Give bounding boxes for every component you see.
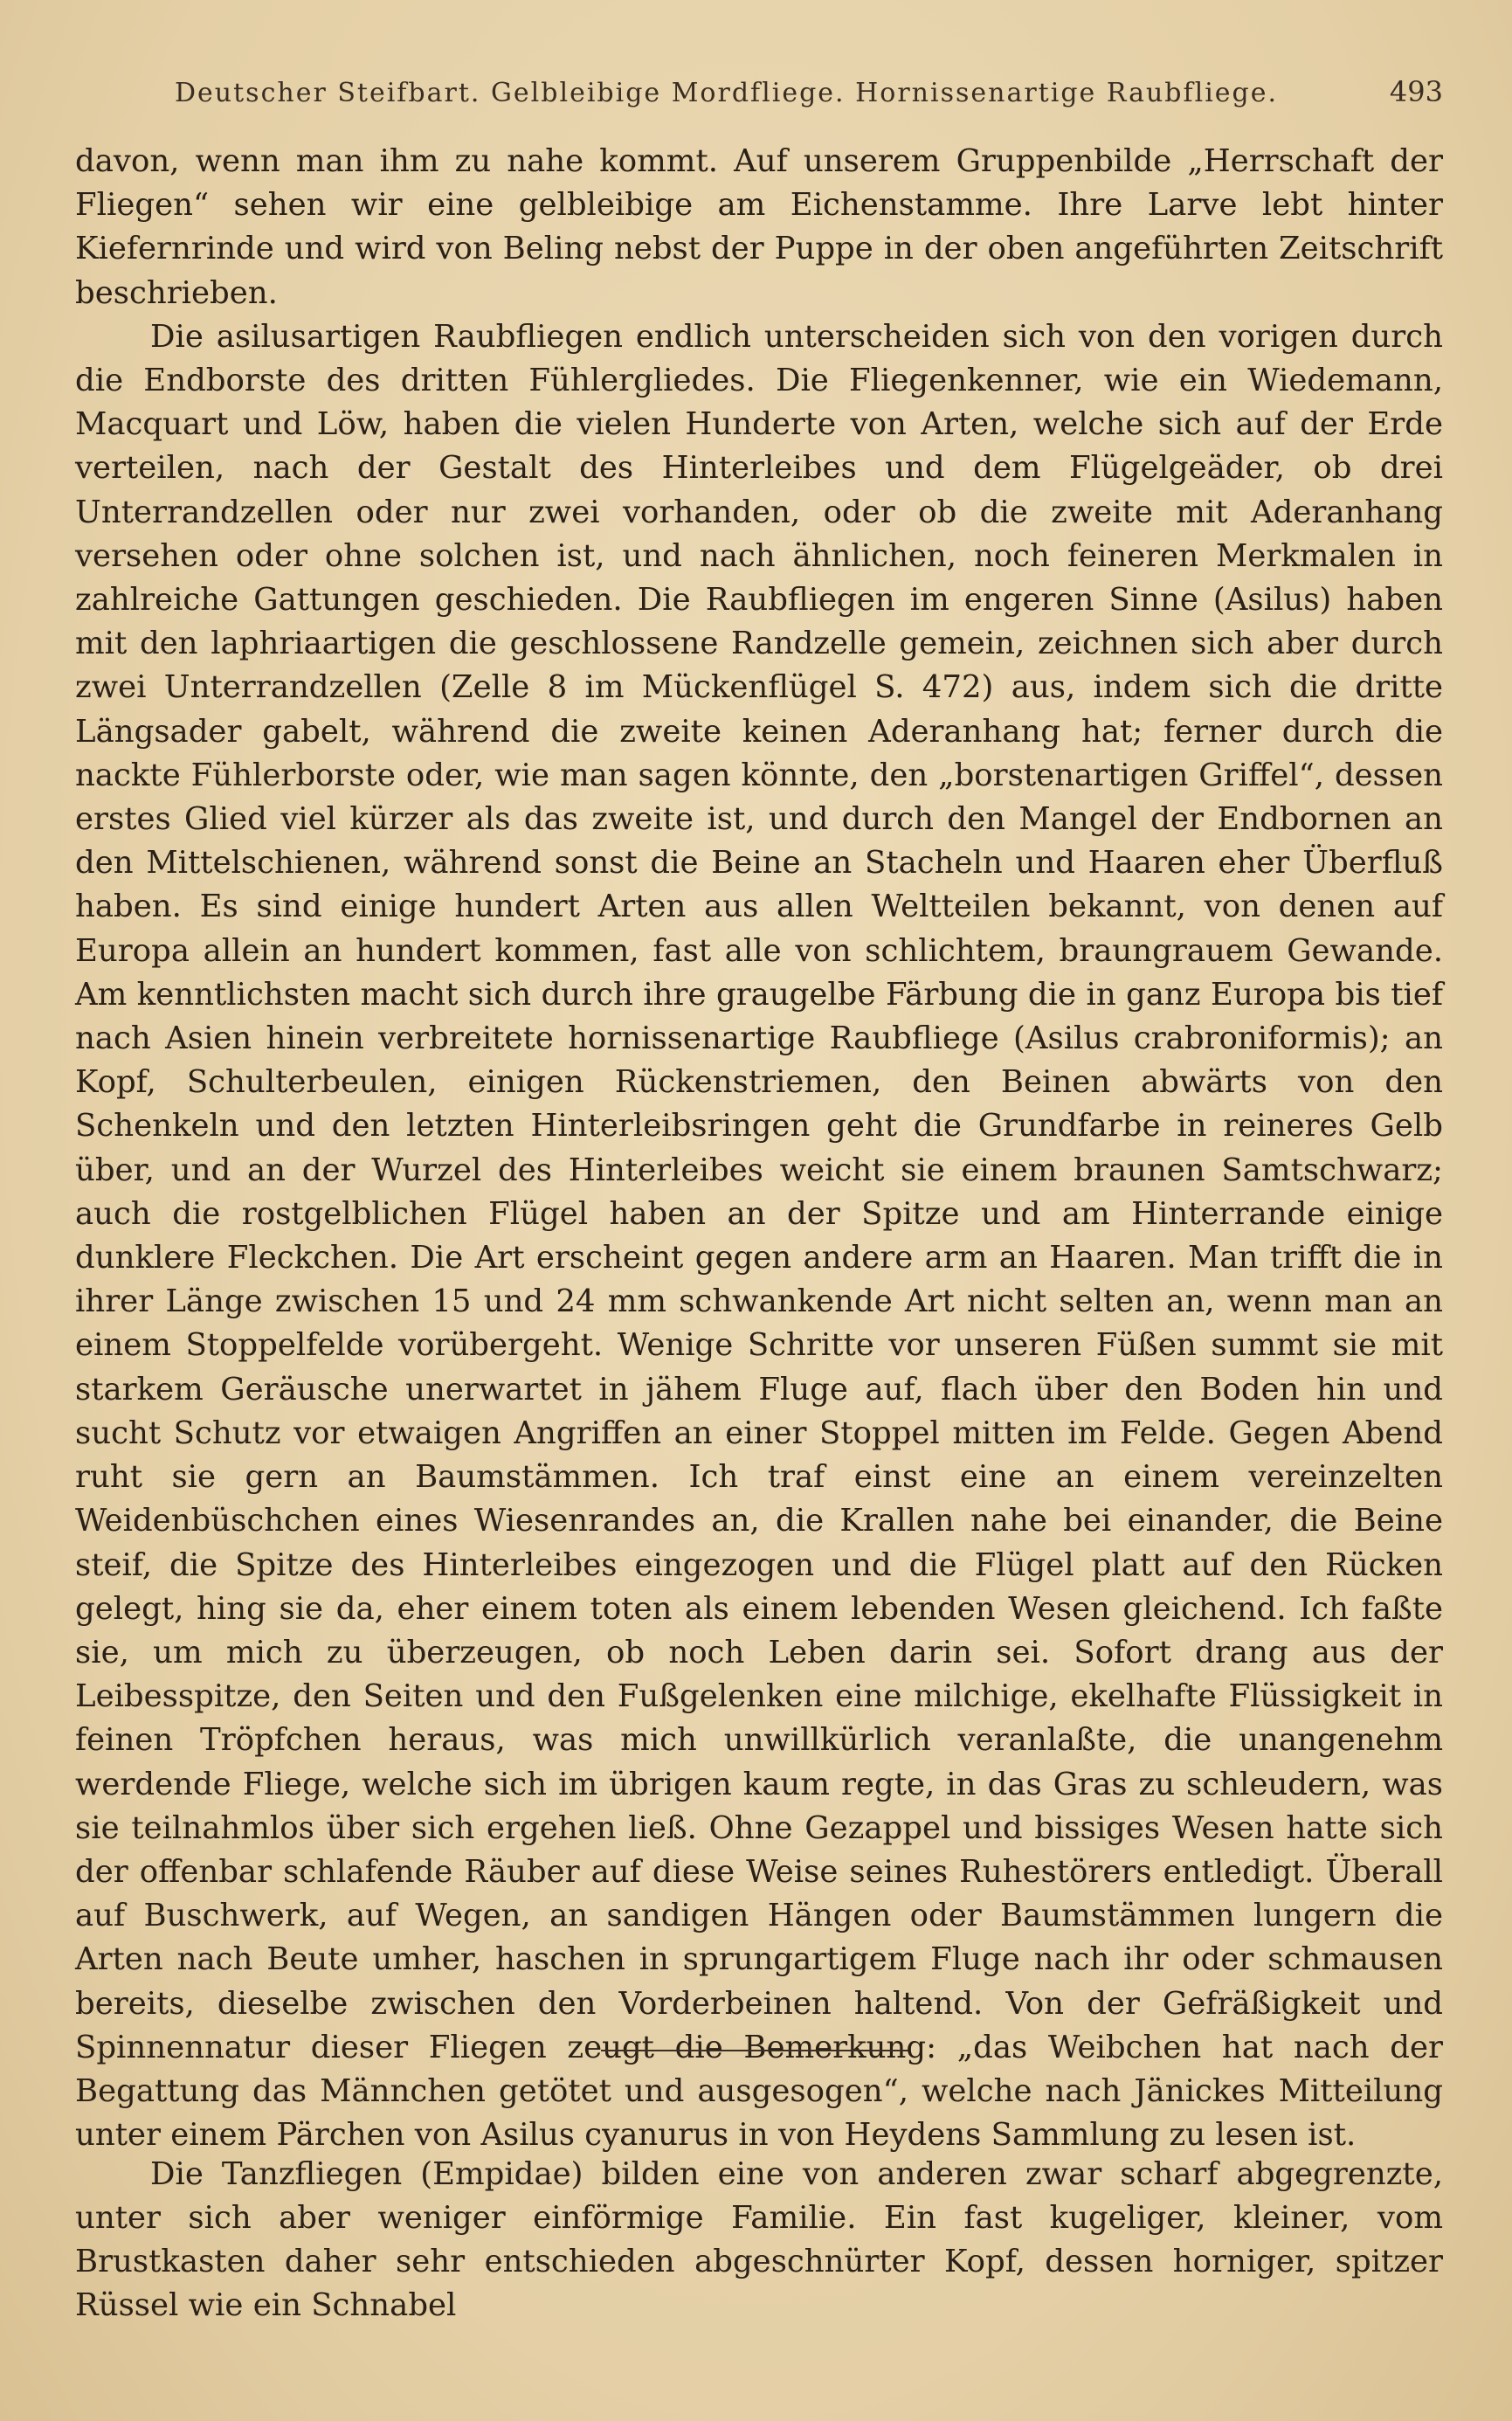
- main-text: [75, 140, 1443, 2157]
- running-title: Deutscher Steifbart. Gelbleibige Mordfliege. Hornissenartige Raubfliege.: [175, 78, 1279, 108]
- page-number: 493: [1389, 75, 1443, 108]
- section-divider: [601, 2050, 908, 2051]
- paragraph-continuation: davon, wenn man ihm zu nahe kommt. Auf unserem Gruppenbilde „Herrschaft der Fliegen“ sehen wir eine gelbleibige am Eichenstamme. Ihre Larve lebt hinter Kiefernrinde und wird von Beling nebst der Puppe in der oben angeführten Zeitschrift beschrieben.: [75, 143, 1443, 311]
- running-head: [175, 75, 1443, 108]
- section-text: [75, 2121, 1443, 2359]
- paragraph-asilus: Die asilusartigen Raubfliegen endlich unterscheiden sich von den vorigen durch die Endborste des dritten Fühlergliedes. Die Fliegenkenner, wie ein Wiedemann, Macquart und Löw, haben die vielen Hunderte von Arten, welche sich auf der Erde verteilen, nach der Gestalt des Hinterleibes und dem Flügelgeäder, ob drei Unterrandzellen oder nur zwei vorhanden, oder ob die zweite mit Aderanhang versehen oder ohne solchen ist, und nach ähnlichen, noch feineren Merkmalen in zahlreiche Gattungen geschieden. Die Raubfliegen im engeren Sinne (Asilus) haben mit den laphriaartigen die geschlossene Randzelle gemein, zeichnen sich aber durch zwei Unterrandzellen (Zelle 8 im Mückenflügel S. 472) aus, indem sich die dritte Längsader gabelt, während die zweite keinen Aderanhang hat; ferner durch die nackte Fühlerborste oder, wie man sagen könnte, den „borstenartigen Griffel“, dessen erstes Glied viel kürzer als das zweite ist, und durch den Mangel der Endbornen an den Mittelschienen, während sonst die Beine an Stacheln und Haaren eher Überfluß haben. Es sind einige hundert Arten aus allen Weltteilen bekannt, von denen auf Europa allein an hundert kommen, fast alle von schlichtem, braungrauem Gewande. Am kenntlichsten macht sich durch ihre graugelbe Färbung die in ganz Europa bis tief nach Asien hinein verbreitete hornissenartige Raubfliege (Asilus crabroniformis); an Kopf, Schulterbeulen, einigen Rückenstriemen, den Beinen abwärts von den Schenkeln und den letzten Hinterleibsringen geht die Grundfarbe in reineres Gelb über, und an der Wurzel des Hinterleibes weicht sie einem braunen Samtschwarz; auch die rostgelblichen Flügel haben an der Spitze und am Hinterrande einige dunklere Fleckchen. Die Art erscheint gegen andere arm an Haaren. Man trifft die in ihrer Länge zwischen 15 und 24 mm schwankende Art nicht selten an, wenn man an einem Stoppelfelde vorübergeht. Wenige Schritte vor unseren Füßen summt sie mit starkem Geräusche unerwartet in jähem Fluge auf, flach über den Boden hin und sucht Schutz vor etwaigen Angriffen an einer Stoppel mitten im Felde. Gegen Abend ruht sie gern an Baumstämmen. Ich traf einst eine an einem vereinzelten Weidenbüschchen eines Wiesenrandes an, die Krallen nahe bei einander, die Beine steif, die Spitze des Hinterleibes eingezogen und die Flügel platt auf den Rücken gelegt, hing sie da, eher einem toten als einem lebenden Wesen gleichend. Ich faßte sie, um mich zu überzeugen, ob noch Leben darin sei. Sofort drang aus der Leibesspitze, den Seiten und den Fußgelenken eine milchige, ekelhafte Flüssigkeit in feinen Tröpfchen heraus, was mich unwillkürlich veranlaßte, die unangenehm werdende Fliege, welche sich im übrigen kaum regte, in das Gras zu schleudern, was sie teilnahmlos über sich ergehen ließ. Ohne Gezappel und bissiges Wesen hatte sich der offenbar schlafende Räuber auf diese Weise seines Ruhestörers entledigt. Überall auf Buschwerk, auf Wegen, an sandigen Hängen oder Baumstämmen lungern die Arten nach Beute umher, haschen in sprungartigem Fluge nach ihr oder schmausen bereits, dieselbe zwischen den Vorderbeinen haltend. Von der Gefräßigkeit und Spinnennatur dieser Fliegen zeugt die Bemerkung: „das Weibchen hat nach der Begattung das Männchen getötet und ausgesogen“, welche nach Jänickes Mitteilung unter einem Pärchen von Asilus cyanurus in von Heydens Sammlung zu lesen ist.: [75, 318, 1443, 2154]
- paragraph-empidae: Die Tanzfliegen (Empidae) bilden eine von anderen zwar scharf abgegrenzte, unter sich aber weniger einförmige Familie. Ein fast kugeliger, kleiner, vom Brustkasten daher sehr entschieden abgeschnürter Kopf, dessen horniger, spitzer Rüssel wie ein Schnabel: [75, 2155, 1443, 2324]
